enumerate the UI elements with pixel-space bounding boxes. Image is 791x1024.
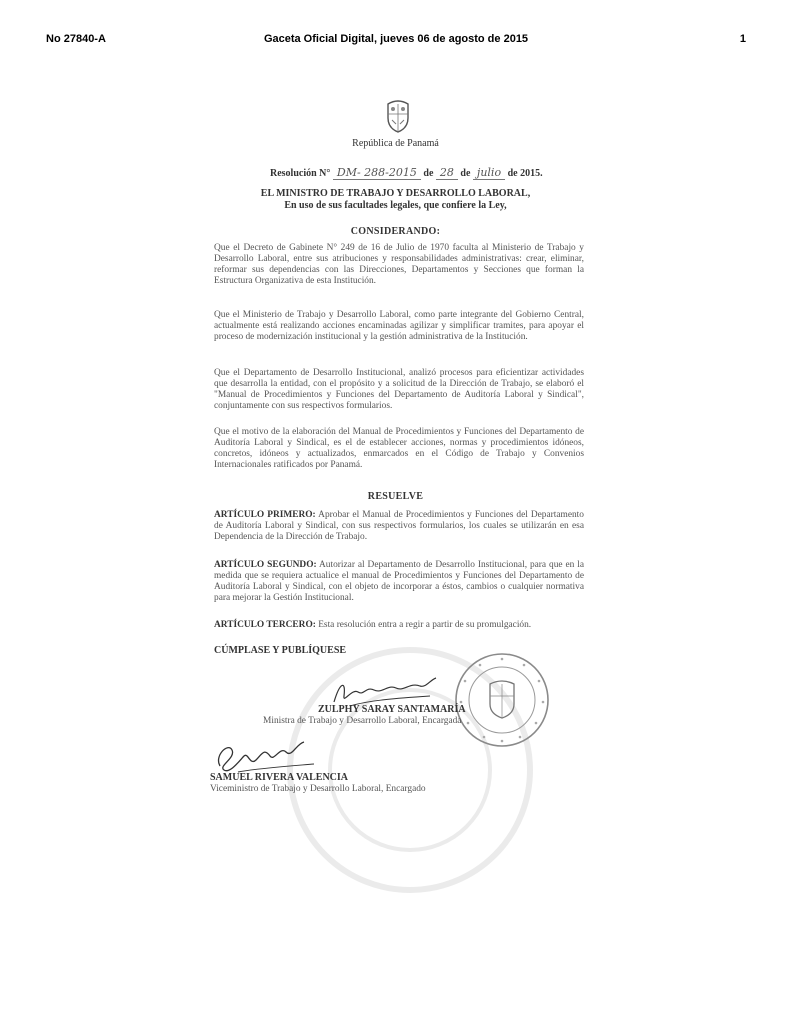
gazette-number: No 27840-A [46,33,106,45]
handwritten-resolution-number: DM- 288-2015 [333,166,421,180]
page-number: 1 [739,33,746,45]
coat-of-arms-icon [384,100,412,134]
signer-2-name: SAMUEL RIVERA VALENCIA [210,772,348,783]
signer-1-name: ZULPHY SARAY SANTAMARÍA [318,704,466,715]
closing-formula: CÚMPLASE Y PUBLÍQUESE [214,645,347,656]
ministry-seal-icon [452,650,552,750]
resolution-number-line: Resolución N° DM- 288-2015 de 28 de julio de 2015. [270,166,543,179]
article-1: ARTÍCULO PRIMERO: Aprobar el Manual de Procedimientos y Funciones del Departamento de Auditoría Laboral y Sindical, con sus respectivos formularios, los cuales se utilizarán en esa Dependencia de la Dirección de Trabajo. [214,510,584,542]
signer-1-title: Ministra de Trabajo y Desarrollo Laboral, Encargada [263,716,462,726]
whereas-paragraph-3: Que el Departamento de Desarrollo Institucional, analizó procesos para eficientizar actividades que desarrolla la entidad, con el propósito y a solicitud de la Dirección de Trabajo, se elaboró el "Manual de Procedimientos y Funciones del Departamento de Auditoría Laboral y Sindical", conjuntamente con sus respectivos formularios. [214,368,584,411]
resuelve-heading: RESUELVE [367,491,424,502]
country-name: República de Panamá [352,138,439,149]
handwritten-month: julio [473,166,505,180]
whereas-paragraph-4: Que el motivo de la elaboración del Manual de Procedimientos y Funciones del Departamento de Auditoría Laboral y Sindical, es el de establecer acciones, normas y procedimientos idóneos, concretos, idóneos y actualizados, enmarcados en el Código de Trabajo y Convenios Internacionales ratificados por Panamá. [214,427,584,470]
whereas-paragraph-2: Que el Ministerio de Trabajo y Desarrollo Laboral, como parte integrante del Gobierno Central, actualmente está realizando acciones encaminadas agilizar y simplificar tramites, para apoyar el proceso de modernización institucional y la gestión administrativa de la Institución. [214,310,584,342]
whereas-paragraph-1: Que el Decreto de Gabinete N° 249 de 16 de Julio de 1970 faculta al Ministerio de Trabajo y Desarrollo Laboral, entre sus atribuciones y responsabilidades administrativas: crear, eliminar, reformar sus dependencias con las Direcciones, Departamentos y Secciones que forman la Estructura Organizativa de esta Institución. [214,243,584,286]
article-3: ARTÍCULO TERCERO: Esta resolución entra a regir a partir de su promulgación. [214,620,532,630]
article-2: ARTÍCULO SEGUNDO: Autorizar al Departamento de Desarrollo Institucional, para que en la medida que se requiera actualice el manual de Procedimientos y Funciones del Departamento de Auditoría Laboral y Sindical, con el objeto de incorporar a éstos, cambios o cualquier normativa para mejorar la Gestión Institucional. [214,560,584,603]
considerando-heading: CONSIDERANDO: [350,226,441,237]
signature-2-icon [210,736,320,776]
handwritten-day: 28 [436,166,458,180]
gazette-title: Gaceta Oficial Digital, jueves 06 de agosto de 2015 [263,33,529,45]
issuing-authority: EL MINISTRO DE TRABAJO Y DESARROLLO LABORAL, En uso de sus facultades legales, que confiere la Ley, [260,188,531,211]
signer-2-title: Viceministro de Trabajo y Desarrollo Laboral, Encargado [210,784,426,794]
